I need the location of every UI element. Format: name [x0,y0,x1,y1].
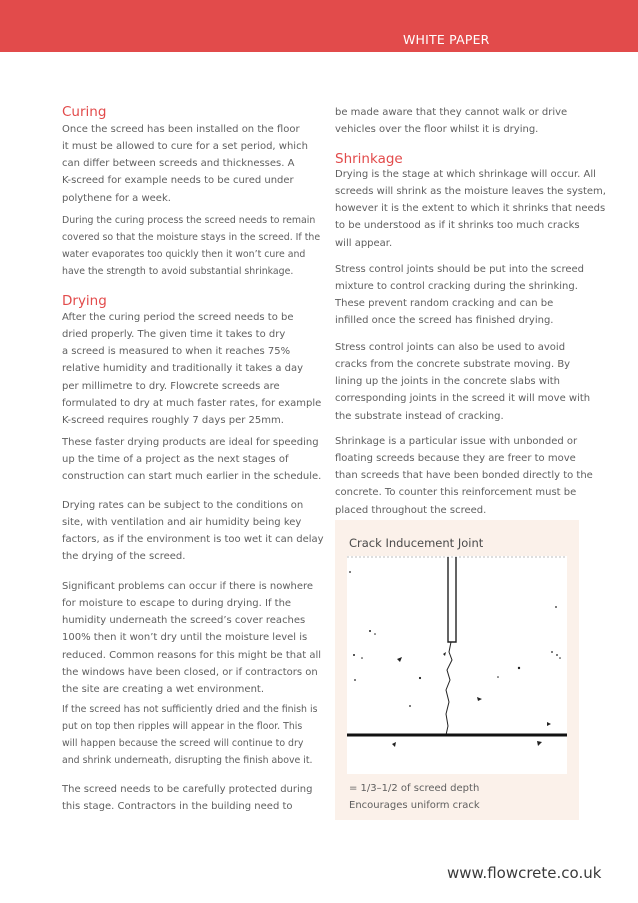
text-line: mixture to control cracking during the shrinking. [335,281,578,293]
drying-paragraph-6 [62,781,312,815]
text-line: The screed needs to be carefully protected during [62,784,313,795]
text-line: Drying is the stage at which shrinkage will occur. All [335,169,596,180]
text-line: will happen because the screed will continue to dry [62,738,304,750]
document-type-label: WHITE PAPER [403,32,490,47]
text-line: corresponding joints in the screed it will move with [335,393,591,405]
text-line: If the screed has not sufficiently dried and the finish is [62,704,318,715]
text-line: can differ between screeds and thicknesses. A [62,158,295,170]
shrinkage-paragraph-3 [335,339,590,425]
figure-title: Crack Inducement Joint [349,536,484,550]
text-line: These prevent random cracking and can be [335,298,554,310]
text-line: site, with ventilation and air humidity being key [62,517,302,529]
text-line: however it is the extent to which it shrinks that needs [335,203,606,215]
text-line: concrete. To counter this reinforcement must be [335,487,577,499]
text-line: Significant problems can occur if there is nowhere [62,581,314,592]
header-band [0,0,638,52]
text-line: After the curing period the screed needs to be [62,312,294,323]
text-line: covered so that the moisture stays in the screed. If the [62,232,321,244]
text-line: relative humidity and traditionally it takes a day [62,363,304,375]
text-line: placed throughout the screed. [335,504,487,516]
screed-body [347,556,567,774]
text-line: floating screeds because they are freer to move [335,453,576,465]
text-line: formulated to dry at much faster rates, for example [62,397,322,409]
text-line: put on top then ripples will appear in the floor. This [62,721,303,733]
text-line: it must be allowed to cure for a set period, which [62,141,308,153]
shrinkage-paragraph-4 [335,433,593,519]
curing-heading: Curing [62,104,107,120]
text-line: be made aware that they cannot walk or drive [335,107,568,118]
text-line: the site are creating a wet environment. [62,683,265,695]
text-line: for moisture to escape to during drying. If the [62,598,292,610]
curing-paragraph-1 [62,121,308,207]
text-line: than screeds that have been bonded directly to the [335,470,593,482]
text-line: the drying of the screed. [62,551,186,563]
text-line: cracks from the concrete substrate moving. By [335,359,571,371]
text-line: the substrate instead of cracking. [335,410,504,422]
shrinkage-heading: Shrinkage [335,151,403,167]
text-line: reduced. Common reasons for this might be that all [62,649,322,661]
text-line: dried properly. The given time it takes to dry [62,329,286,341]
text-line: Stress control joints should be put into the screed [335,264,585,275]
text-line: per millimetre to dry. Flowcrete screeds are [62,380,280,392]
text-line: water evaporates too quickly then it won’t cure and [62,249,306,261]
caption-line: Encourages uniform crack [349,800,480,811]
drying-paragraph-1 [62,309,321,429]
text-line: Drying rates can be subject to the conditions on [62,500,304,511]
screed-cross-section-diagram [347,556,567,774]
drying-heading: Drying [62,293,107,309]
text-line: factors, as if the environment is too wet it can delay [62,534,324,546]
text-line: a screed is measured to when it reaches 75% [62,346,291,358]
caption-line: = 1/3–1/2 of screed depth [349,783,480,794]
text-line: will appear. [335,237,393,249]
text-line: These faster drying products are ideal for speeding [62,437,319,448]
curing-paragraph-2 [62,212,320,281]
text-line: K-screed requires roughly 7 days per 25mm. [62,414,284,426]
text-line: have the strength to avoid substantial shrinkage. [62,266,294,278]
text-line: Stress control joints can also be used to avoid [335,342,566,353]
text-line: During the curing process the screed needs to remain [62,215,316,226]
text-line: Once the screed has been installed on the floor [62,124,300,135]
drying-paragraph-3 [62,497,324,566]
text-line: vehicles over the floor whilst it is drying. [335,124,539,136]
crack-inducement-joint-figure [335,520,579,820]
shrinkage-paragraph-2 [335,261,584,330]
drying-paragraph-5 [62,701,317,770]
text-line: humidity underneath the screed’s cover reaches [62,615,306,627]
drying-paragraph-2 [62,434,321,485]
website-link[interactable]: www.flowcrete.co.uk [447,864,602,882]
text-line: construction can start much earlier in the schedule. [62,471,322,483]
text-line: 100% then it won’t dry until the moisture level is [62,632,308,644]
text-line: and shrink underneath, disrupting the finish above it. [62,755,313,767]
text-line: the windows have been closed, or if contractors on [62,666,318,678]
text-line: screeds will shrink as the moisture leaves the system, [335,186,606,198]
text-line: polythene for a week. [62,192,171,204]
text-line: this stage. Contractors in the building need to [62,801,293,813]
text-line: Shrinkage is a particular issue with unbonded or [335,436,578,447]
continuation-paragraph [335,104,567,138]
text-line: infilled once the screed has finished drying. [335,315,554,327]
text-line: to be understood as if it shrinks too much cracks [335,220,580,232]
shrinkage-paragraph-1 [335,166,606,252]
drying-paragraph-4 [62,578,321,698]
text-line: up the time of a project as the next stages of [62,454,289,466]
figure-caption [349,780,480,814]
text-line: lining up the joints in the concrete slabs with [335,376,561,388]
text-line: K-screed for example needs to be cured under [62,175,294,187]
